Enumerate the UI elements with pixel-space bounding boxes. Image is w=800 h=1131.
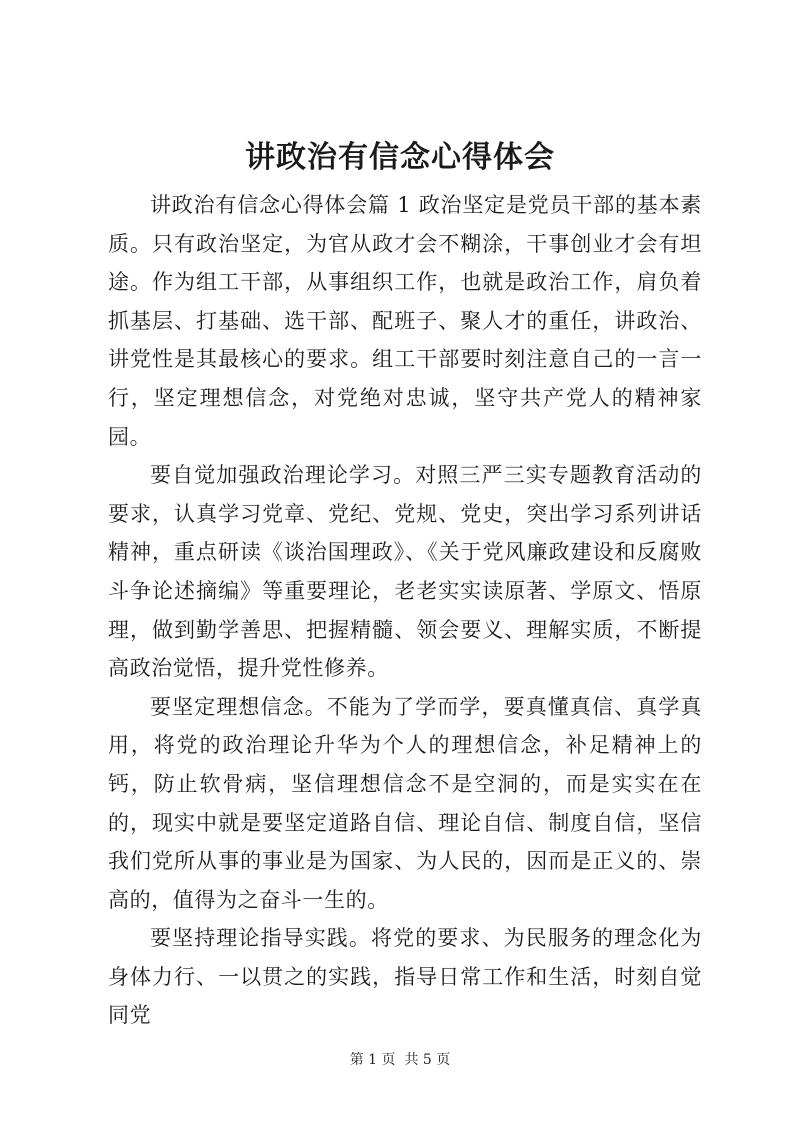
- paragraph-4: 要坚持理论指导实践。将党的要求、为民服务的理念化为身体力行、一以贯之的实践，指导日常工作和生活，时刻自觉同党: [108, 926, 702, 1028]
- paragraph-1: 讲政治有信念心得体会篇 1 政治坚定是党员干部的基本素质。只有政治坚定，为官从政才会不糊涂，干事创业才会有坦途。作为组工干部，从事组织工作，也就是政治工作，肩负着抓基层、打基础、选干部、配班子、聚人才的重任，讲政治、讲党性是其最核心的要求。组工干部要时刻注意自己的一言一行，坚定理想信念，对党绝对忠诚，坚守共产党人的精神家园。: [108, 193, 702, 449]
- paragraph-3: 要坚定理想信念。不能为了学而学，要真懂真信、真学真用，将党的政治理论升华为个人的理想信念，补足精神上的钙，防止软骨病，坚信理想信念不是空洞的，而是实实在在的，现实中就是要坚定道路自信、理论自信、制度自信，坚信我们党所从事的事业是为国家、为人民的，因而是正义的、崇高的，值得为之奋斗一生的。: [108, 694, 702, 912]
- page-footer: [0, 1050, 800, 1070]
- document-title: 讲政治有信念心得体会: [245, 140, 555, 175]
- paragraph-2: 要自觉加强政治理论学习。对照三严三实专题教育活动的要求，认真学习党章、党纪、党规、党史，突出学习系列讲话精神，重点研读《谈治国理政》、《关于党风廉政建设和反腐败斗争论述摘编》等重要理论，老老实实读原著、学原文、悟原理，做到勤学善思、把握精髓、领会要义、理解实质，不断提高政治觉悟，提升党性修养。: [108, 463, 702, 681]
- document-body: [108, 186, 702, 1035]
- page-number-label: 第 1 页 共 5 页: [349, 1052, 451, 1068]
